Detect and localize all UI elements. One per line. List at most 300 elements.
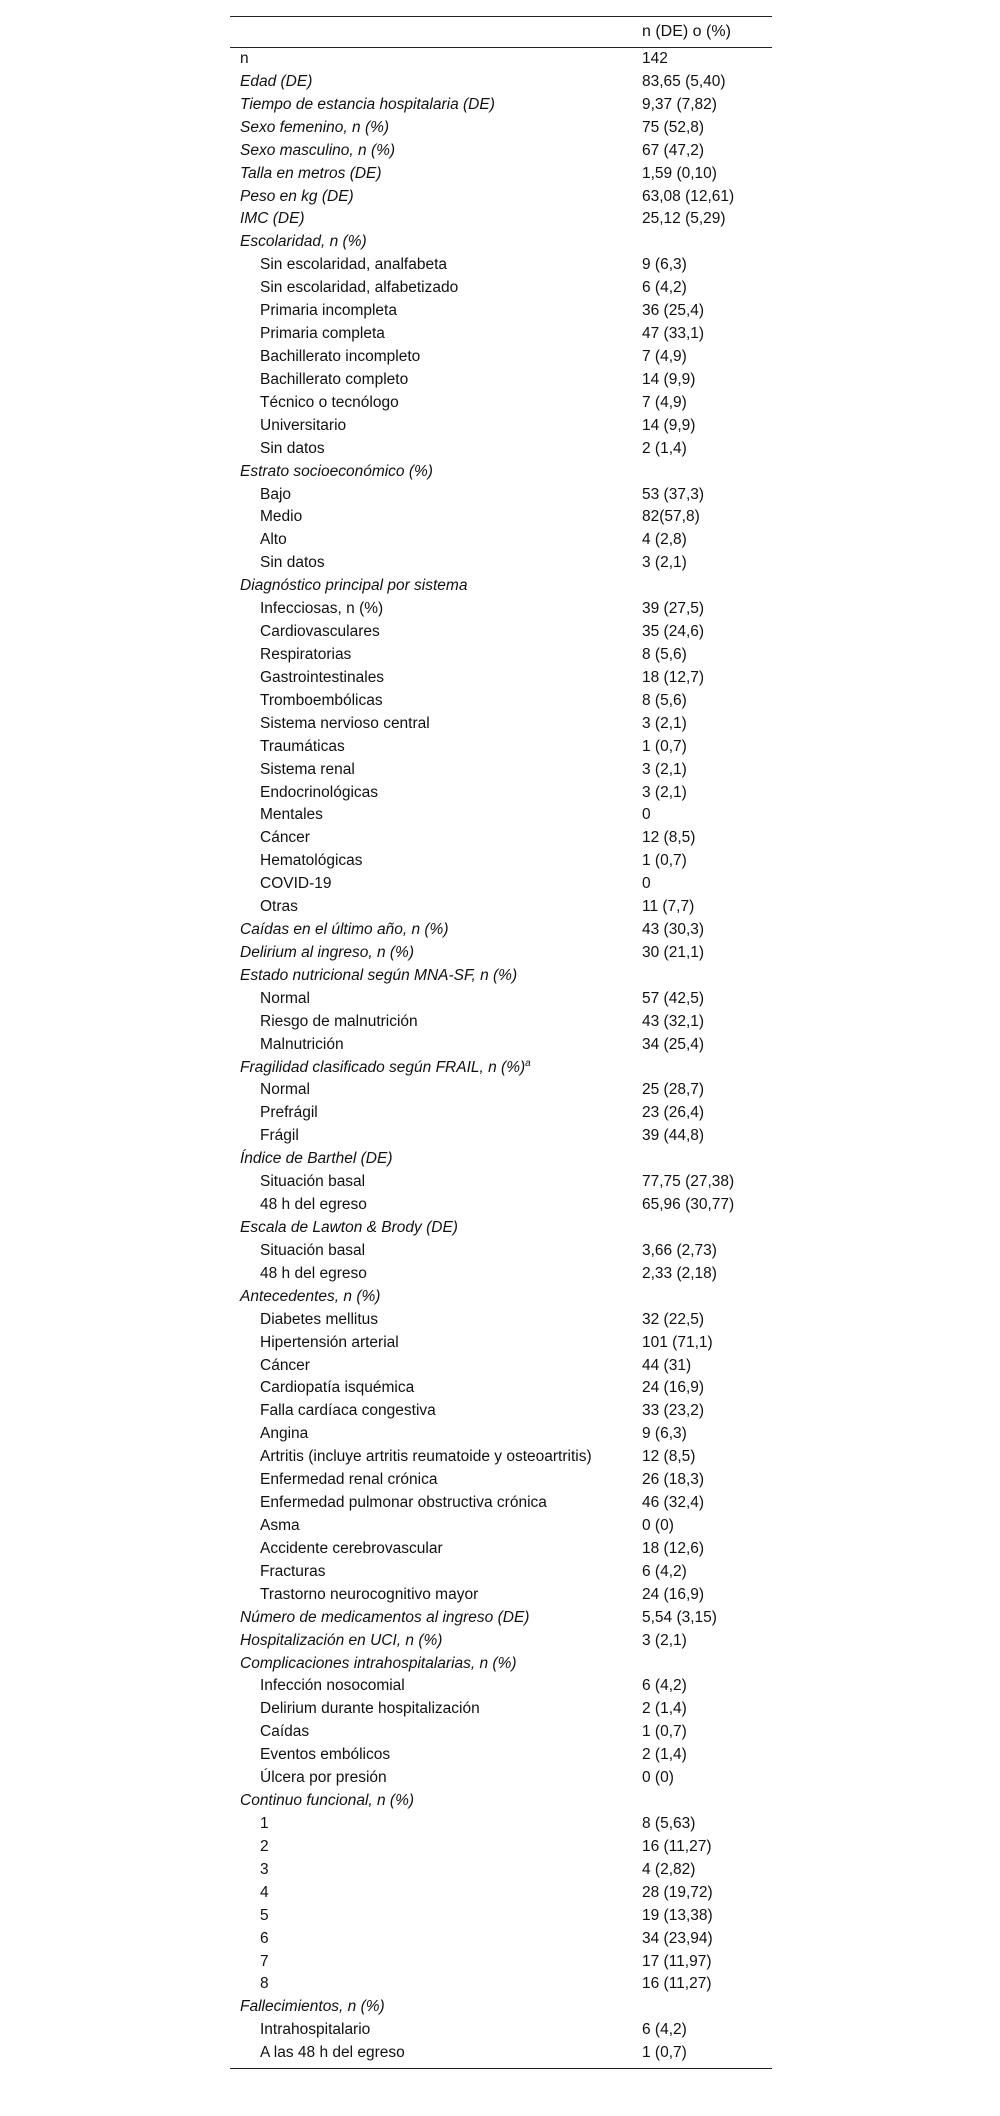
row-label xyxy=(240,461,433,484)
table-row xyxy=(230,1630,772,1653)
row-value: 63,08 (12,61) xyxy=(642,187,735,205)
row-value: 65,96 (30,77) xyxy=(642,1196,735,1214)
table-row xyxy=(230,392,772,415)
row-label-text: Alto xyxy=(260,531,287,549)
row-label xyxy=(260,1125,299,1148)
table-row xyxy=(230,529,772,552)
row-label-text: Situación basal xyxy=(260,1241,366,1259)
table-row xyxy=(230,323,772,346)
row-label xyxy=(260,1973,269,1996)
row-value: 2 (1,4) xyxy=(642,1700,687,1718)
table-row xyxy=(230,1973,772,1996)
row-label-text: Universitario xyxy=(260,416,347,434)
row-label-text: Endocrinológicas xyxy=(260,783,379,801)
table-row xyxy=(230,1744,772,1767)
row-label-text: 7 xyxy=(260,1952,269,1970)
table-row xyxy=(230,919,772,942)
row-label-text: Medio xyxy=(260,508,303,526)
row-label xyxy=(260,598,383,621)
row-label-text: Continuo funcional, n (%) xyxy=(240,1792,415,1810)
row-label xyxy=(260,277,458,300)
row-label xyxy=(240,117,389,140)
row-label xyxy=(260,736,345,759)
row-value: 1 (0,7) xyxy=(642,1723,687,1741)
row-label-text: 5 xyxy=(260,1906,269,1924)
row-value: 39 (27,5) xyxy=(642,600,705,618)
row-label-text: Gastrointestinales xyxy=(260,668,385,686)
row-label-text: COVID-19 xyxy=(260,875,332,893)
row-value: 7 (4,9) xyxy=(642,393,687,411)
row-label xyxy=(260,1400,436,1423)
row-label-text: Enfermedad renal crónica xyxy=(260,1471,438,1489)
row-value: 34 (23,94) xyxy=(642,1929,713,1947)
row-value: 32 (22,5) xyxy=(642,1310,705,1328)
row-value: 6 (4,2) xyxy=(642,2021,687,2039)
table-row xyxy=(230,804,772,827)
row-label-text: Cáncer xyxy=(260,829,310,847)
row-label-text: IMC (DE) xyxy=(240,210,305,228)
row-label xyxy=(260,506,302,529)
row-value: 25,12 (5,29) xyxy=(642,210,726,228)
row-label xyxy=(240,94,495,117)
row-value: 53 (37,3) xyxy=(642,485,705,503)
row-label xyxy=(240,1996,385,2019)
row-label-text: Diabetes mellitus xyxy=(260,1310,379,1328)
table-row xyxy=(230,369,772,392)
row-label xyxy=(260,1584,478,1607)
row-label-text: Sin datos xyxy=(260,554,325,572)
row-label xyxy=(240,1607,529,1630)
row-label xyxy=(260,782,378,805)
row-label xyxy=(260,1859,269,1882)
table-row xyxy=(230,942,772,965)
row-label xyxy=(260,621,380,644)
table-row xyxy=(230,667,772,690)
row-value: 6 (4,2) xyxy=(642,1562,687,1580)
row-value: 57 (42,5) xyxy=(642,989,705,1007)
row-value: 6 (4,2) xyxy=(642,279,687,297)
row-label xyxy=(240,1217,458,1240)
row-label xyxy=(240,965,517,988)
row-label-text: Número de medicamentos al ingreso (DE) xyxy=(240,1608,530,1626)
row-label-text: Talla en metros (DE) xyxy=(240,164,382,182)
row-label xyxy=(260,1538,443,1561)
table-row xyxy=(230,873,772,896)
row-value: 4 (2,82) xyxy=(642,1860,696,1878)
row-label-text: Hospitalización en UCI, n (%) xyxy=(240,1631,443,1649)
row-label xyxy=(260,1698,480,1721)
row-label xyxy=(260,1515,300,1538)
row-label xyxy=(260,988,310,1011)
row-value: 16 (11,27) xyxy=(642,1837,712,1855)
row-label-text: Infección nosocomial xyxy=(260,1677,405,1695)
row-value: 46 (32,4) xyxy=(642,1494,705,1512)
table-row xyxy=(230,1928,772,1951)
row-label xyxy=(240,1653,517,1676)
row-value: 101 (71,1) xyxy=(642,1333,713,1351)
row-label-text: Frágil xyxy=(260,1127,299,1145)
row-value: 30 (21,1) xyxy=(642,943,705,961)
row-label-text: Caídas xyxy=(260,1723,310,1741)
row-label xyxy=(260,713,430,736)
row-label-text: Respiratorias xyxy=(260,645,352,663)
row-label xyxy=(260,300,397,323)
table-row xyxy=(230,988,772,1011)
row-label xyxy=(260,1951,269,1974)
row-label-text: Enfermedad pulmonar obstructiva crónica xyxy=(260,1494,547,1512)
table-row xyxy=(230,1721,772,1744)
row-label-text: Angina xyxy=(260,1425,309,1443)
row-value: 47 (33,1) xyxy=(642,325,705,343)
table-row xyxy=(230,1905,772,1928)
row-value: 35 (24,6) xyxy=(642,623,705,641)
row-label-text: Bachillerato incompleto xyxy=(260,347,421,365)
table-row xyxy=(230,1698,772,1721)
row-value: 26 (18,3) xyxy=(642,1471,705,1489)
row-value: 2,33 (2,18) xyxy=(642,1264,717,1282)
row-value: 14 (9,9) xyxy=(642,416,696,434)
row-value: 0 xyxy=(642,875,651,893)
table-row xyxy=(230,1079,772,1102)
table-row xyxy=(230,1951,772,1974)
row-label xyxy=(260,1767,387,1790)
table-row xyxy=(230,827,772,850)
row-label xyxy=(260,1011,418,1034)
row-label-text: Bajo xyxy=(260,485,292,503)
table-row xyxy=(230,1675,772,1698)
table-row xyxy=(230,850,772,873)
row-value: 1,59 (0,10) xyxy=(642,164,717,182)
table-row xyxy=(230,1607,772,1630)
row-label-text: 8 xyxy=(260,1975,269,1993)
row-value: 3 (2,1) xyxy=(642,554,687,572)
row-value: 75 (52,8) xyxy=(642,118,705,136)
row-value: 43 (30,3) xyxy=(642,921,705,939)
row-label-text: 1 xyxy=(260,1814,269,1832)
row-label-text: Intrahospitalario xyxy=(260,2021,371,2039)
row-label-text: Falla cardíaca congestiva xyxy=(260,1402,436,1420)
row-label xyxy=(240,919,449,942)
row-label xyxy=(260,1721,309,1744)
table-row xyxy=(230,1355,772,1378)
table-row xyxy=(230,552,772,575)
row-label xyxy=(260,1079,310,1102)
row-label-text: Diagnóstico principal por sistema xyxy=(240,577,468,595)
row-label-text: Primaria incompleta xyxy=(260,302,397,320)
row-label-text: Accidente cerebrovascular xyxy=(260,1539,443,1557)
row-label-text: 6 xyxy=(260,1929,269,1947)
row-value: 0 xyxy=(642,806,651,824)
table-row xyxy=(230,1492,772,1515)
row-value: 9 (6,3) xyxy=(642,1425,687,1443)
row-value: 24 (16,9) xyxy=(642,1585,705,1603)
row-label xyxy=(260,1813,269,1836)
row-label-text: Edad (DE) xyxy=(240,72,313,90)
table-row xyxy=(230,117,772,140)
table-row xyxy=(230,598,772,621)
footnote-marker: a xyxy=(525,1057,531,1069)
row-value: 25 (28,7) xyxy=(642,1081,705,1099)
row-value: 3,66 (2,73) xyxy=(642,1241,717,1259)
row-label xyxy=(260,1194,367,1217)
row-label-text: Sexo femenino, n (%) xyxy=(240,118,390,136)
row-value: 28 (19,72) xyxy=(642,1883,713,1901)
table-row xyxy=(230,48,772,71)
table-row xyxy=(230,1011,772,1034)
row-label xyxy=(260,484,291,507)
table-row xyxy=(230,415,772,438)
row-label-text: Índice de Barthel (DE) xyxy=(240,1150,393,1168)
row-label-text: Normal xyxy=(260,1081,310,1099)
table-row xyxy=(230,1194,772,1217)
table-row xyxy=(230,1882,772,1905)
row-value: 5,54 (3,15) xyxy=(642,1608,717,1626)
table-row xyxy=(230,736,772,759)
table-row xyxy=(230,782,772,805)
row-value: 0 (0) xyxy=(642,1517,674,1534)
row-value: 19 (13,38) xyxy=(642,1906,713,1924)
table-row xyxy=(230,300,772,323)
table-row xyxy=(230,1469,772,1492)
row-label xyxy=(260,1355,310,1378)
table-row xyxy=(230,1836,772,1859)
row-value: 3 (2,1) xyxy=(642,783,687,801)
row-value: 1 (0,7) xyxy=(642,737,687,755)
row-label xyxy=(260,667,384,690)
table-row xyxy=(230,1332,772,1355)
row-label-text: Sin escolaridad, analfabeta xyxy=(260,256,447,274)
row-label xyxy=(240,1790,414,1813)
row-label-text: Técnico o tecnólogo xyxy=(260,393,399,411)
row-value: 1 (0,7) xyxy=(642,2044,687,2062)
row-label-text: Cardiopatía isquémica xyxy=(260,1379,415,1397)
table-row xyxy=(230,759,772,782)
row-label xyxy=(240,1148,393,1171)
table-row xyxy=(230,1309,772,1332)
row-value: 2 (1,4) xyxy=(642,1746,687,1764)
table-row xyxy=(230,186,772,209)
row-label xyxy=(260,552,325,575)
row-label-text: Sistema renal xyxy=(260,760,355,778)
row-value: 33 (23,2) xyxy=(642,1402,705,1420)
table-row xyxy=(230,690,772,713)
table-row xyxy=(230,621,772,644)
row-value: 8 (5,63) xyxy=(642,1814,696,1832)
row-value: 44 (31) xyxy=(642,1356,692,1374)
row-label-text: 4 xyxy=(260,1883,269,1901)
table-row xyxy=(230,1263,772,1286)
row-label xyxy=(260,1332,399,1355)
row-label-text: Hipertensión arterial xyxy=(260,1333,399,1351)
row-label xyxy=(240,140,395,163)
row-label-text: Fallecimientos, n (%) xyxy=(240,1998,385,2016)
row-value: 34 (25,4) xyxy=(642,1035,705,1053)
table-row xyxy=(230,575,772,598)
table-row xyxy=(230,644,772,667)
table-row xyxy=(230,254,772,277)
table-row xyxy=(230,94,772,117)
header-col2: n (DE) o (%) xyxy=(642,23,731,40)
row-value: 9 (6,3) xyxy=(642,256,687,274)
row-value: 3 (2,1) xyxy=(642,760,687,778)
row-label xyxy=(260,759,355,782)
row-label xyxy=(240,1630,442,1653)
table-row xyxy=(230,1584,772,1607)
row-value: 11 (7,7) xyxy=(642,898,695,916)
row-label xyxy=(260,1102,318,1125)
row-label xyxy=(260,690,383,713)
row-label xyxy=(240,942,414,965)
row-label xyxy=(260,369,408,392)
row-label xyxy=(260,1423,308,1446)
row-label-text: Tiempo de estancia hospitalaria (DE) xyxy=(240,95,495,113)
row-label xyxy=(240,1286,380,1309)
row-label-text: Otras xyxy=(260,898,298,916)
row-value: 8 (5,6) xyxy=(642,691,687,709)
table-row xyxy=(230,506,772,529)
row-label-text: n xyxy=(240,50,249,67)
row-label-text: Sin datos xyxy=(260,439,325,457)
table-row xyxy=(230,1125,772,1148)
row-label xyxy=(260,254,447,277)
row-label-text: Peso en kg (DE) xyxy=(240,187,354,205)
row-value: 9,37 (7,82) xyxy=(642,95,717,113)
row-value: 3 (2,1) xyxy=(642,1631,687,1649)
table-row xyxy=(230,1446,772,1469)
row-label xyxy=(260,529,287,552)
row-value: 83,65 (5,40) xyxy=(642,72,726,90)
row-label-text: Prefrágil xyxy=(260,1104,318,1122)
table-row xyxy=(230,231,772,254)
table-row xyxy=(230,1515,772,1538)
table-row xyxy=(230,346,772,369)
row-label-text: Mentales xyxy=(260,806,323,824)
row-label xyxy=(260,1469,438,1492)
row-label xyxy=(240,575,467,598)
row-value: 18 (12,7) xyxy=(642,668,705,686)
row-label xyxy=(260,438,325,461)
table-row xyxy=(230,2042,772,2065)
table-row xyxy=(230,1102,772,1125)
table-row xyxy=(230,1423,772,1446)
row-value: 2 (1,4) xyxy=(642,439,687,457)
table-row xyxy=(230,1790,772,1813)
row-label xyxy=(260,1675,405,1698)
row-label xyxy=(260,1263,367,1286)
row-label xyxy=(260,392,399,415)
table-row xyxy=(230,208,772,231)
row-label xyxy=(240,71,312,94)
row-label-text: Normal xyxy=(260,989,310,1007)
row-label-text: Úlcera por presión xyxy=(260,1769,387,1787)
row-label-text: Sexo masculino, n (%) xyxy=(240,141,396,159)
row-label-text: Delirium al ingreso, n (%) xyxy=(240,943,414,961)
row-label xyxy=(260,1034,344,1057)
row-value: 36 (25,4) xyxy=(642,302,705,320)
table-row xyxy=(230,965,772,988)
row-value: 82(57,8) xyxy=(642,508,700,526)
table-row xyxy=(230,1148,772,1171)
table-body xyxy=(230,48,772,2069)
row-label-text: Eventos embólicos xyxy=(260,1746,391,1764)
row-value: 14 (9,9) xyxy=(642,370,696,388)
row-label-text: Complicaciones intrahospitalarias, n (%) xyxy=(240,1654,517,1672)
row-value: 0 (0) xyxy=(642,1769,674,1787)
row-label xyxy=(260,873,332,896)
row-value: 12 (8,5) xyxy=(642,829,696,847)
row-label-text: Sin escolaridad, alfabetizado xyxy=(260,279,459,297)
table-row xyxy=(230,1057,772,1080)
row-value: 16 (11,27) xyxy=(642,1975,712,1993)
table-row xyxy=(230,1240,772,1263)
row-label xyxy=(260,1492,547,1515)
row-label-text: Fracturas xyxy=(260,1562,326,1580)
row-label xyxy=(260,323,385,346)
row-label-text: A las 48 h del egreso xyxy=(260,2044,405,2062)
row-label-text: Estrato socioeconómico (%) xyxy=(240,462,433,480)
row-label xyxy=(260,1836,269,1859)
row-label xyxy=(240,1057,531,1080)
row-value: 7 (4,9) xyxy=(642,347,687,365)
row-value: 4 (2,8) xyxy=(642,531,687,549)
row-label xyxy=(260,2042,405,2065)
table-row xyxy=(230,1561,772,1584)
table-row xyxy=(230,140,772,163)
row-label xyxy=(260,415,346,438)
row-label xyxy=(260,1240,365,1263)
table-row xyxy=(230,1653,772,1676)
row-label xyxy=(240,163,382,186)
row-label-text: Sistema nervioso central xyxy=(260,714,430,732)
row-value: 8 (5,6) xyxy=(642,645,687,663)
row-value: 24 (16,9) xyxy=(642,1379,705,1397)
table-row xyxy=(230,2019,772,2042)
table-row xyxy=(230,1286,772,1309)
table-row xyxy=(230,1400,772,1423)
row-label xyxy=(260,1377,414,1400)
row-value: 6 (4,2) xyxy=(642,1677,687,1695)
table-header xyxy=(230,16,772,48)
row-label xyxy=(260,1928,269,1951)
row-label-text: Estado nutricional según MNA-SF, n (%) xyxy=(240,966,518,984)
table-row xyxy=(230,1813,772,1836)
row-label xyxy=(240,48,249,71)
characteristics-table xyxy=(230,16,772,2069)
table-row xyxy=(230,1217,772,1240)
table-row xyxy=(230,438,772,461)
table-row xyxy=(230,71,772,94)
row-label-text: Infecciosas, n (%) xyxy=(260,600,384,618)
table-row xyxy=(230,461,772,484)
row-label xyxy=(260,827,310,850)
row-label xyxy=(240,231,367,254)
row-label-text: Hematológicas xyxy=(260,852,363,870)
row-value: 39 (44,8) xyxy=(642,1127,705,1145)
row-label-text: Malnutrición xyxy=(260,1035,344,1053)
row-value: 67 (47,2) xyxy=(642,141,705,159)
table-row xyxy=(230,277,772,300)
table-row xyxy=(230,896,772,919)
row-value: 77,75 (27,38) xyxy=(642,1173,735,1191)
row-label-text: 3 xyxy=(260,1860,269,1878)
row-value: 43 (32,1) xyxy=(642,1012,705,1030)
row-label-text: Delirium durante hospitalización xyxy=(260,1700,480,1718)
row-label-text: Artritis (incluye artritis reumatoide y osteoartritis) xyxy=(260,1448,592,1466)
row-label xyxy=(240,186,354,209)
row-label xyxy=(260,2019,370,2042)
table-row xyxy=(230,1034,772,1057)
row-label xyxy=(260,346,420,369)
